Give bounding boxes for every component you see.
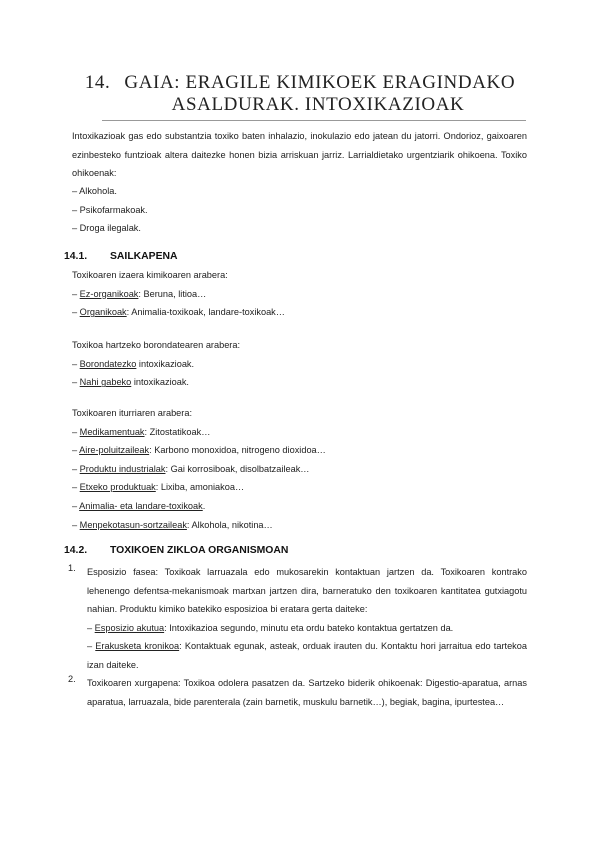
intro-paragraph: Intoxikazioak gas edo substantzia toxiko baten inhalazio, inokulazio edo jatean du jatorri. Ondorioz, gaixoaren ezinbesteko funtzioak altera daitezke honen bizia arriskuan jarriz. Larrialdietako urgentziarik ohikoena. Toxiko ohikoenak: bbox=[72, 131, 527, 179]
title-divider bbox=[102, 120, 526, 121]
section-title: SAILKAPENA bbox=[110, 251, 178, 262]
list-item: – Alkohola. bbox=[72, 186, 117, 196]
ordered-item-number: 2. bbox=[68, 674, 76, 684]
chapter-title-line-1 bbox=[60, 72, 540, 94]
ordered-item-absorption: Toxikoaren xurgapena: Toxikoa odolera pasatzen da. Sartzeko biderik ohikoenak: Digestio-aparatua, arnas aparatua, larruazala, bide parenterala (zain barnetik, muskulu barnetik…), begiak, bagina, ipurtestea… bbox=[87, 678, 527, 707]
section-heading-zikloa bbox=[64, 545, 288, 556]
list-item: – Produktu industrialak: Gai korrosiboak, disolbatzaileak… bbox=[72, 463, 310, 474]
classification-group-will bbox=[72, 336, 240, 392]
list-item: – Erakusketa kronikoa: Kontaktuak egunak, asteak, orduak irauten du. Kontaktu hori jarraitua edo tartekoa izan daiteke. bbox=[87, 641, 527, 670]
list-item: – Esposizio akutua: Intoxikazioa segundo, minutu eta ordu bateko kontaktua gertatzen da. bbox=[87, 623, 454, 633]
list-item: – Menpekotasun-sortzaileak: Alkohola, nikotina… bbox=[72, 519, 273, 530]
group-title: Toxikoa hartzeko borondatearen arabera: bbox=[72, 340, 241, 350]
ordered-item-number: 1. bbox=[68, 563, 76, 573]
exposure-subitems bbox=[87, 619, 453, 638]
chapter-title-text-1: GAIA: ERAGILE KIMIKOEK ERAGINDAKO bbox=[124, 72, 516, 93]
classification-group-chemical bbox=[72, 266, 285, 322]
chapter-number: 14. bbox=[84, 72, 111, 93]
group-title: Toxikoaren izaera kimikoaren arabera: bbox=[72, 270, 228, 280]
section-title: TOXIKOEN ZIKLOA ORGANISMOAN bbox=[110, 545, 289, 556]
list-item: – Nahi gabeko intoxikazioak. bbox=[72, 377, 189, 388]
section-number: 14.1. bbox=[64, 251, 88, 262]
list-item: – Ez-organikoak: Beruna, litioa… bbox=[72, 288, 207, 299]
list-item: – Psikofarmakoak. bbox=[72, 204, 148, 215]
list-item: – Medikamentuak: Zitostatikoak… bbox=[72, 426, 211, 437]
intro-list bbox=[72, 182, 148, 238]
classification-group-source bbox=[72, 404, 326, 534]
list-item: – Aire-poluitzaileak: Karbono monoxidoa, nitrogeno dioxidoa… bbox=[72, 445, 326, 456]
chapter-title-line-2: ASALDURAK. INTOXIKAZIOAK bbox=[171, 94, 465, 115]
section-number: 14.2. bbox=[64, 545, 88, 556]
list-item: – Droga ilegalak. bbox=[72, 223, 141, 234]
section-heading-sailkapena bbox=[64, 251, 178, 262]
chapter-title bbox=[60, 72, 540, 116]
list-item: – Organikoak: Animalia-toxikoak, landare-toxikoak… bbox=[72, 307, 285, 318]
group-title: Toxikoaren iturriaren arabera: bbox=[72, 408, 193, 418]
ordered-item-exposure: Esposizio fasea: Toxikoak larruazala edo mukosarekin kontaktuan jartzen da. Toxikoaren kontrako lehenengo defentsa-mekanismoak martxan jartzen dira, barneratuko den toxikoaren kantitatea gutxiagotu nahian. Produktu kimiko batekiko esposizioa bi eratara gerta daiteke: bbox=[87, 567, 527, 615]
list-item: – Animalia- eta landare-toxikoak. bbox=[72, 500, 206, 511]
list-item: – Etxeko produktuak: Lixiba, amoniakoa… bbox=[72, 482, 245, 493]
list-item: – Borondatezko intoxikazioak. bbox=[72, 358, 195, 369]
